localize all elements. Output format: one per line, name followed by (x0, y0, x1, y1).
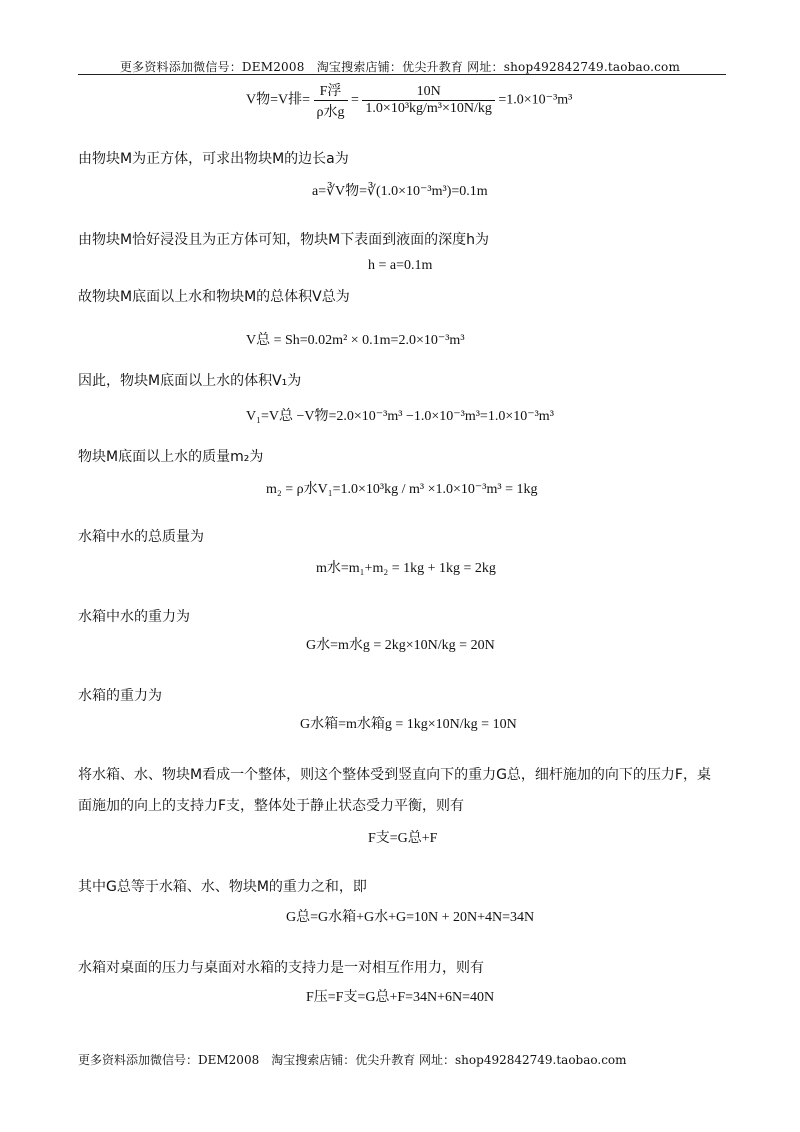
eq1-fraction-1 (314, 80, 348, 121)
eq1-mid: = (351, 92, 359, 108)
paragraph-1: 由物块M为正方体，可求出物块M的边长a为 (78, 151, 349, 167)
paragraph-5: 物块M底面以上水的质量m₂为 (78, 449, 264, 465)
eq1-lhs: V物=V排= (246, 92, 311, 108)
equation-total-volume: V总 = Sh=0.02m² × 0.1m=2.0×10⁻³m³ (246, 333, 465, 348)
paragraph-9b: 面施加的向上的支持力F支，整体处于静止状态受力平衡，则有 (78, 798, 465, 814)
paragraph-7: 水箱中水的重力为 (78, 609, 190, 625)
eq1-f1-num: F浮 (314, 80, 348, 101)
page-footer: 更多资料添加微信号：DEM2008 淘宝搜索店铺：优尖升教育 网址：shop492842749.taobao.com (78, 1053, 627, 1067)
equation-total-weight: G总=G水箱+G水+G=10N + 20N+4N=34N (286, 910, 535, 925)
paragraph-2: 由物块M恰好浸没且为正方体可知，物块M下表面到液面的深度h为 (78, 232, 490, 248)
header-rule (78, 74, 726, 75)
paragraph-6: 水箱中水的总质量为 (78, 529, 204, 545)
eq1-f2-den: 1.0×10³kg/m³×10N/kg (365, 101, 492, 116)
eq1-rhs: =1.0×10⁻³m³ (498, 92, 573, 108)
paragraph-10: 其中G总等于水箱、水、物块M的重力之和，即 (78, 879, 367, 895)
equation-edge-length: a=∛V物=∛(1.0×10⁻³m³)=0.1m (312, 184, 488, 199)
equation-water-mass: m₂ = ρ水V₁=1.0×10³kg / m³ ×1.0×10⁻³m³ = 1kg (266, 482, 538, 497)
equation-force-balance: F支=G总+F (368, 831, 438, 846)
equation-tank-weight: G水箱=m水箱g = 1kg×10N/kg = 10N (300, 717, 517, 732)
equation-depth: h = a=0.1m (368, 258, 433, 273)
paragraph-11: 水箱对桌面的压力与桌面对水箱的支持力是一对相互作用力，则有 (78, 960, 484, 976)
paragraph-8: 水箱的重力为 (78, 688, 162, 704)
equation-pressure-force: F压=F支=G总+F=34N+6N=40N (306, 990, 495, 1005)
paragraph-3: 故物块M底面以上水和物块M的总体积V总为 (78, 289, 350, 305)
page-header: 更多资料添加微信号：DEM2008 淘宝搜索店铺：优尖升教育 网址：shop492842749.taobao.com (119, 60, 681, 74)
eq1-f2-num: 10N (362, 84, 494, 101)
paragraph-9a: 将水箱、水、物块M看成一个整体，则这个整体受到竖直向下的重力G总，细杆施加的向下的压力F，桌 (78, 767, 711, 783)
equation-volume (246, 80, 572, 121)
paragraph-4: 因此，物块M底面以上水的体积V₁为 (78, 373, 302, 389)
equation-water-weight: G水=m水g = 2kg×10N/kg = 20N (306, 638, 495, 653)
eq1-fraction-2 (362, 84, 494, 117)
equation-total-water-mass: m水=m₁+m₂ = 1kg + 1kg = 2kg (316, 561, 496, 576)
equation-water-volume: V₁=V总 −V物=2.0×10⁻³m³ −1.0×10⁻³m³=1.0×10⁻³m³ (246, 409, 554, 424)
eq1-f1-den: ρ水g (316, 105, 345, 120)
